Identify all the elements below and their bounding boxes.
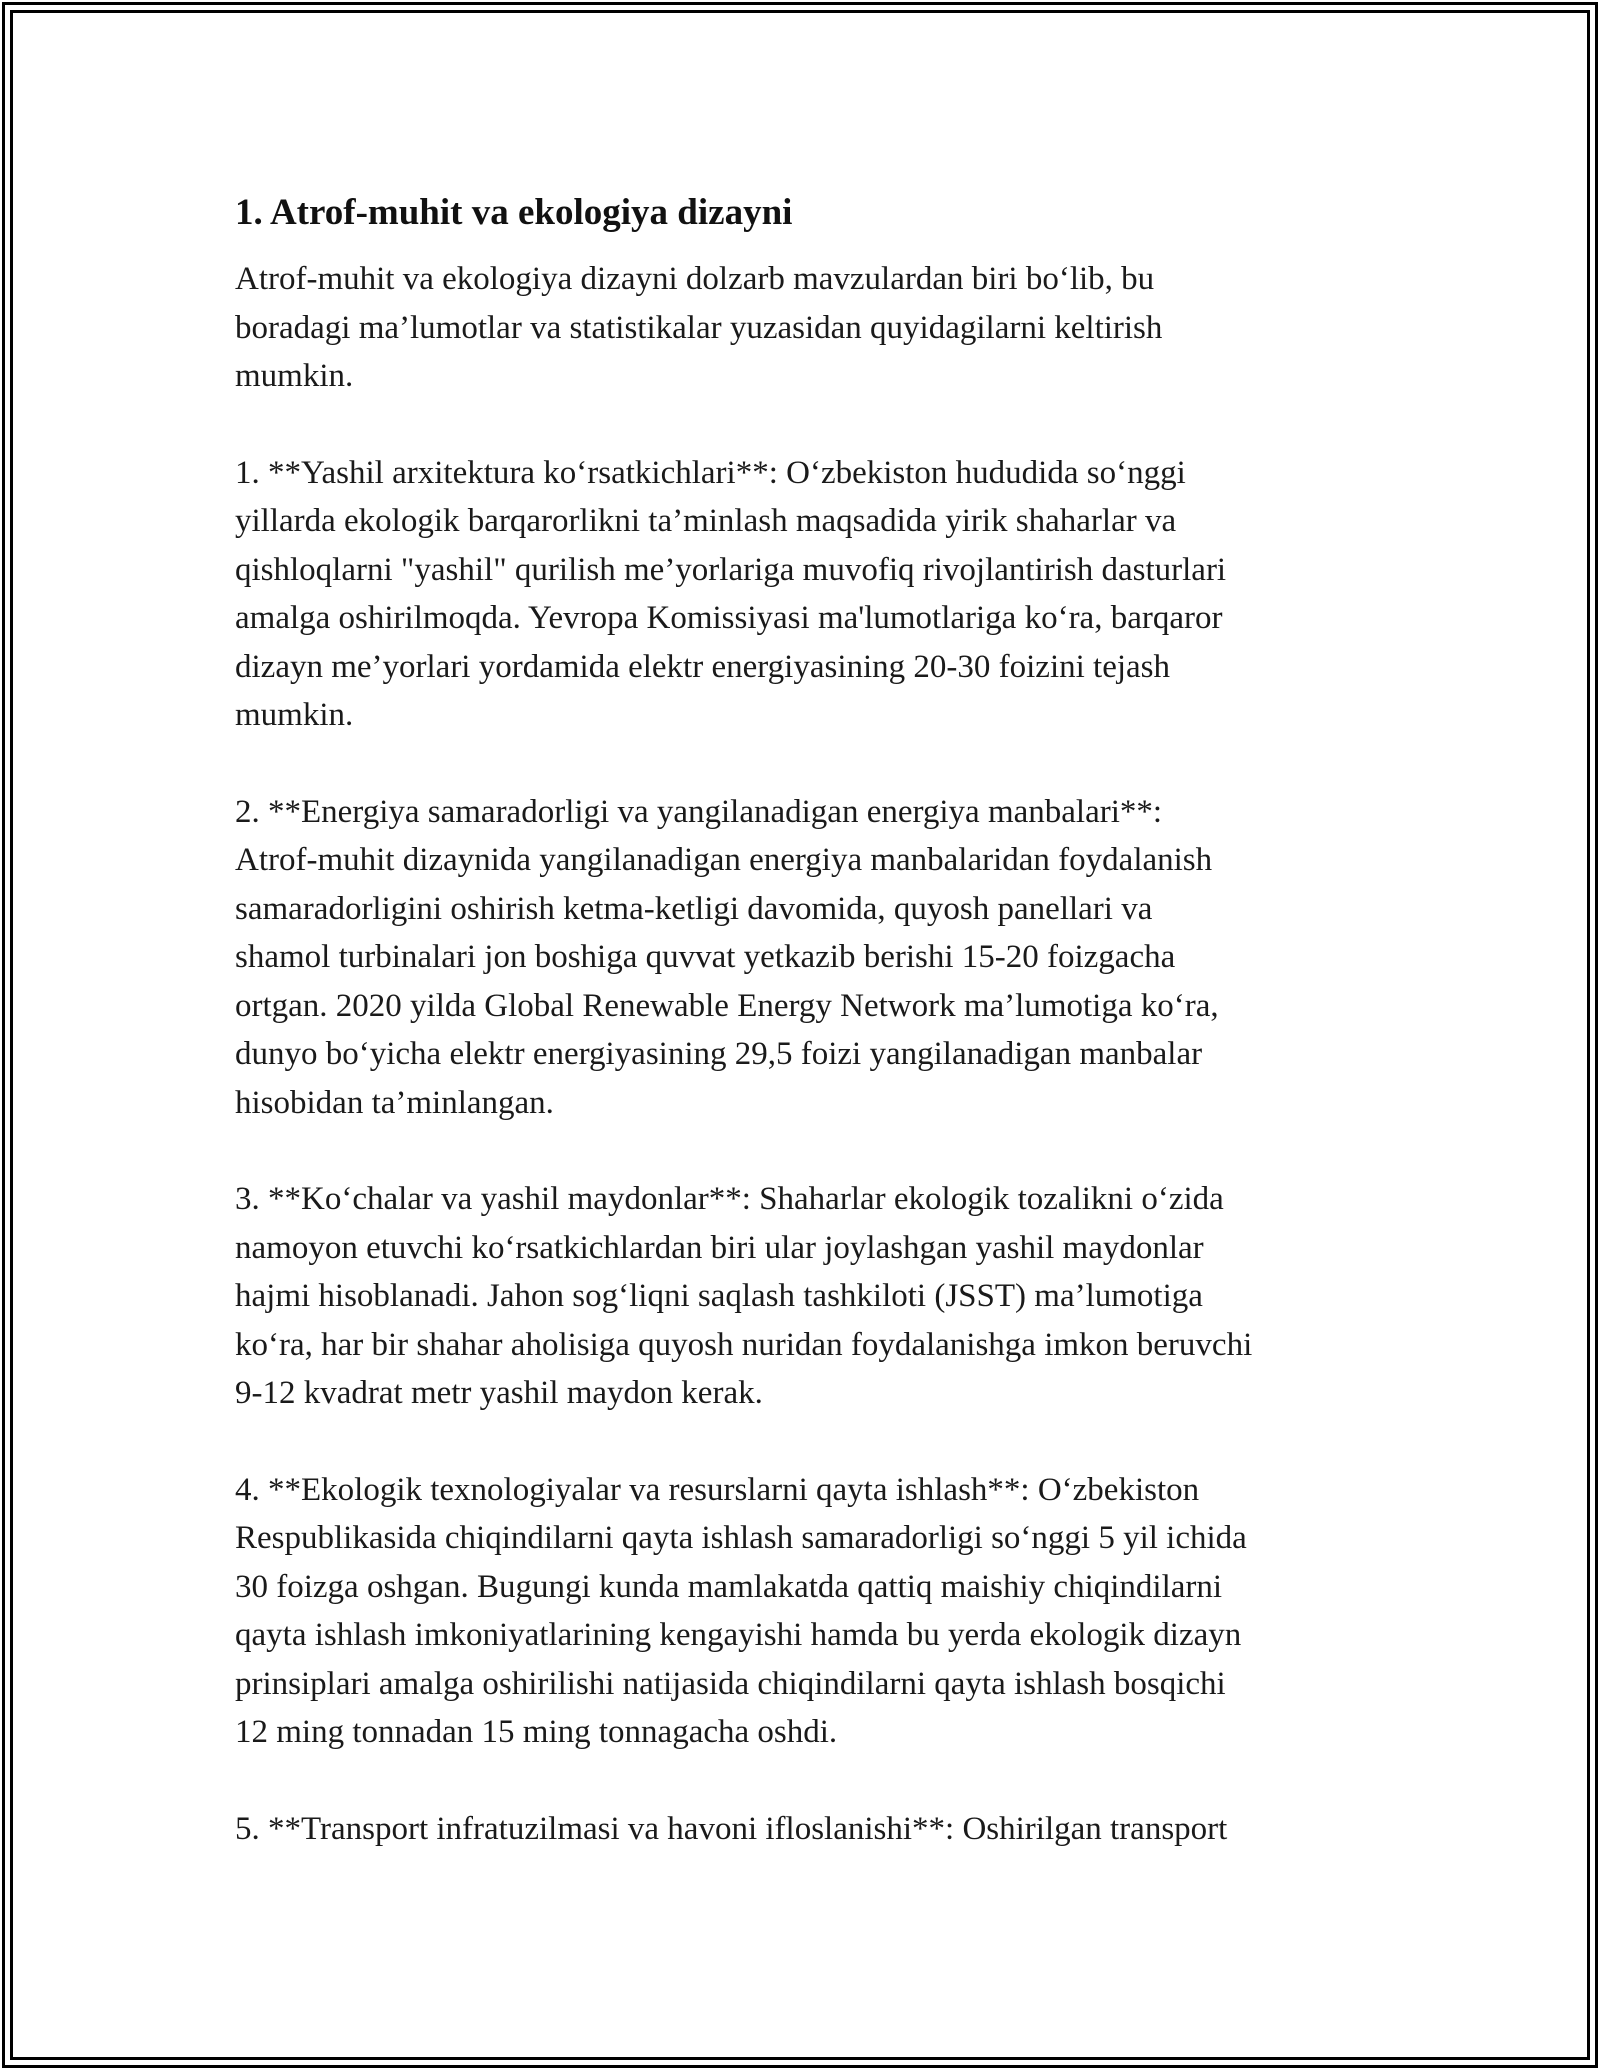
text-line: 2. **Energiya samaradorligi va yangilanadigan energiya manbalari**: [235,793,1163,830]
text-line: dizayn me’yorlari yordamida elektr energiyasining 20-30 foizini tejash [235,648,1171,685]
text-line: dunyo bo‘yicha elektr energiyasining 29,5 foizi yangilanadigan manbalar [235,1036,1203,1072]
text-line: Atrof-muhit va ekologiya dizayni dolzarb mavzulardan biri bo‘lib, bu [235,261,1155,297]
text-line: ortgan. 2020 yilda Global Renewable Energy Network ma’lumotiga ko‘ra, [235,987,1219,1024]
intro-paragraph [235,255,1375,401]
text-line: shamol turbinalari jon boshiga quvvat yetkazib berishi 15-20 foizgacha [235,939,1176,975]
text-line: 4. **Ekologik texnologiyalar va resurslarni qayta ishlash**: O‘zbekiston [235,1471,1200,1508]
section-eco-technologies [235,1466,1375,1757]
text-line: qishloqlarni "yashil" qurilish me’yorlariga muvofiq rivojlantirish dasturlari [235,551,1227,588]
text-line: yillarda ekologik barqarorlikni ta’minlash maqsadida yirik shaharlar va [235,503,1177,539]
document-title: 1. Atrof-muhit va ekologiya dizayni [235,192,793,233]
section-green-architecture [235,449,1375,740]
text-line: mumkin. [235,697,354,733]
text-line: 30 foizga oshgan. Bugungi kunda mamlakatda qattiq maishiy chiqindilarni [235,1568,1223,1605]
text-line: hisobidan ta’minlangan. [235,1084,554,1121]
text-line: amalga oshirilmoqda. Yevropa Komissiyasi ma'lumotlariga ko‘ra, barqaror [235,600,1223,636]
text-line: ko‘ra, har bir shahar aholisiga quyosh nuridan foydalanishga imkon beruvchi [235,1326,1253,1363]
text-line: 3. **Ko‘chalar va yashil maydonlar**: Shaharlar ekologik tozalikni o‘zida [235,1181,1224,1217]
text-line: namoyon etuvchi ko‘rsatkichlardan biri ular joylashgan yashil maydonlar [235,1229,1204,1266]
text-line: mumkin. [235,358,354,394]
section-streets-green-areas [235,1175,1375,1418]
document-body [235,188,1375,1901]
text-line: Respublikasida chiqindilarni qayta ishlash samaradorligi so‘nggi 5 yil ichida [235,1520,1247,1556]
text-line: Atrof-muhit dizaynida yangilanadigan energiya manbalaridan foydalanish [235,842,1213,878]
text-line: qayta ishlash imkoniyatlarining kengayishi hamda bu yerda ekologik dizayn [235,1617,1242,1653]
section-transport [235,1805,1375,1854]
text-line: hajmi hisoblanadi. Jahon sog‘liqni saqlash tashkiloti (JSST) ma’lumotiga [235,1278,1203,1314]
text-line: samaradorligini oshirish ketma-ketligi davomida, quyosh panellari va [235,890,1153,927]
section-energy-efficiency [235,788,1375,1128]
text-line: boradagi ma’lumotlar va statistikalar yuzasidan quyidagilarni keltirish [235,309,1163,346]
text-line: 12 ming tonnadan 15 ming tonnagacha oshdi. [235,1714,838,1750]
text-line: 9-12 kvadrat metr yashil maydon kerak. [235,1375,763,1411]
text-line: 5. **Transport infratuzilmasi va havoni ifloslanishi**: Oshirilgan transport [235,1810,1228,1847]
text-line: prinsiplari amalga oshirilishi natijasida chiqindilarni qayta ishlash bosqichi [235,1665,1226,1702]
text-line: 1. **Yashil arxitektura ko‘rsatkichlari**: O‘zbekiston hududida so‘nggi [235,454,1186,491]
